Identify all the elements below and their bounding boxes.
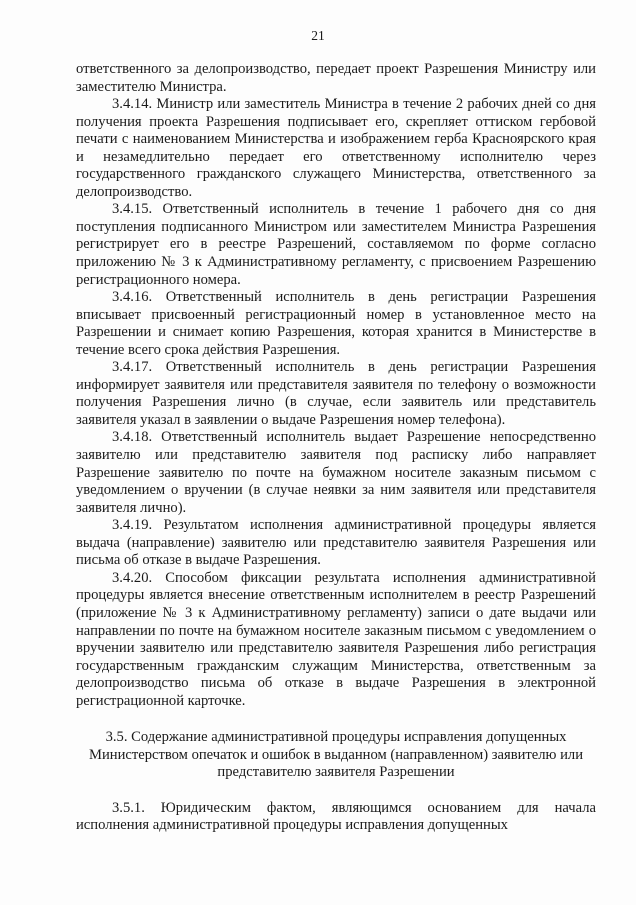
paragraph-3-4-17: 3.4.17. Ответственный исполнитель в день регистрации Разрешения информирует заявителя или представителя заявителя по телефону о возможности получения Разрешения лично (в случае, если заявитель или представитель заявителя указал в заявлении о выдаче Разрешения номер телефона). <box>76 359 596 428</box>
paragraph-3-4-19: 3.4.19. Результатом исполнения административной процедуры является выдача (направление) заявителю или представителю заявителя Разрешения или письма об отказе в выдаче Разрешения. <box>76 517 596 569</box>
document-body <box>76 61 596 835</box>
paragraph-3-4-16: 3.4.16. Ответственный исполнитель в день регистрации Разрешения вписывает присвоенный регистрационный номер в установленное место на Разрешении и снимает копию Разрешения, которая хранится в Министерстве в течение всего срока действия Разрешения. <box>76 289 596 358</box>
section-heading-3-5: 3.5. Содержание административной процедуры исправления допущенных Министерством опечаток и ошибок в выданном (направленном) заявителю или представителю заявителя Разрешении <box>88 729 583 781</box>
paragraph-3-4-14: 3.4.14. Министр или заместитель Министра в течение 2 рабочих дней со дня получения проекта Разрешения подписывает его, скрепляет оттиском гербовой печати с наименованием Министерства и изображением герба Красноярского края и незамедлительно передает его ответственному исполнителю через государственного гражданского служащего Министерства, ответственного за делопроизводство. <box>76 96 596 200</box>
paragraph-continuation: ответственного за делопроизводство, передает проект Разрешения Министру или заместителю Министра. <box>76 61 596 95</box>
paragraph-3-4-15: 3.4.15. Ответственный исполнитель в течение 1 рабочего дня со дня поступления подписанного Министром или заместителем Министра Разрешения регистрирует его в реестре Разрешений, составляемом по форме согласно приложению № 3 к Административному регламенту, с присвоением Разрешению регистрационного номера. <box>76 201 596 288</box>
paragraph-3-5-1: 3.5.1. Юридическим фактом, являющимся основанием для начала исполнения административной процедуры исправления допущенных <box>76 799 596 834</box>
page-number: 21 <box>311 28 325 43</box>
paragraph-3-4-18: 3.4.18. Ответственный исполнитель выдает Разрешение непосредственно заявителю или представителю заявителя под расписку либо направляет Разрешение заявителю по почте на бумажном носителе заказным письмом с уведомлением о вручении (в случае неявки за ним заявителя или представителя заявителя лично). <box>76 429 596 516</box>
paragraph-3-4-20: 3.4.20. Способом фиксации результата исполнения административной процедуры является внесение ответственным исполнителем в реестр Разрешений (приложение № 3 к Административному регламенту) записи о дате выдачи или направлении по почте на бумажном носителе заказным письмом с уведомлением о вручении заявителю или представителю заявителя Разрешения либо регистрация государственным гражданским служащим Министерства, ответственным за делопроизводство письма об отказе в выдаче Разрешения в электронной регистрационной карточке. <box>76 569 596 709</box>
